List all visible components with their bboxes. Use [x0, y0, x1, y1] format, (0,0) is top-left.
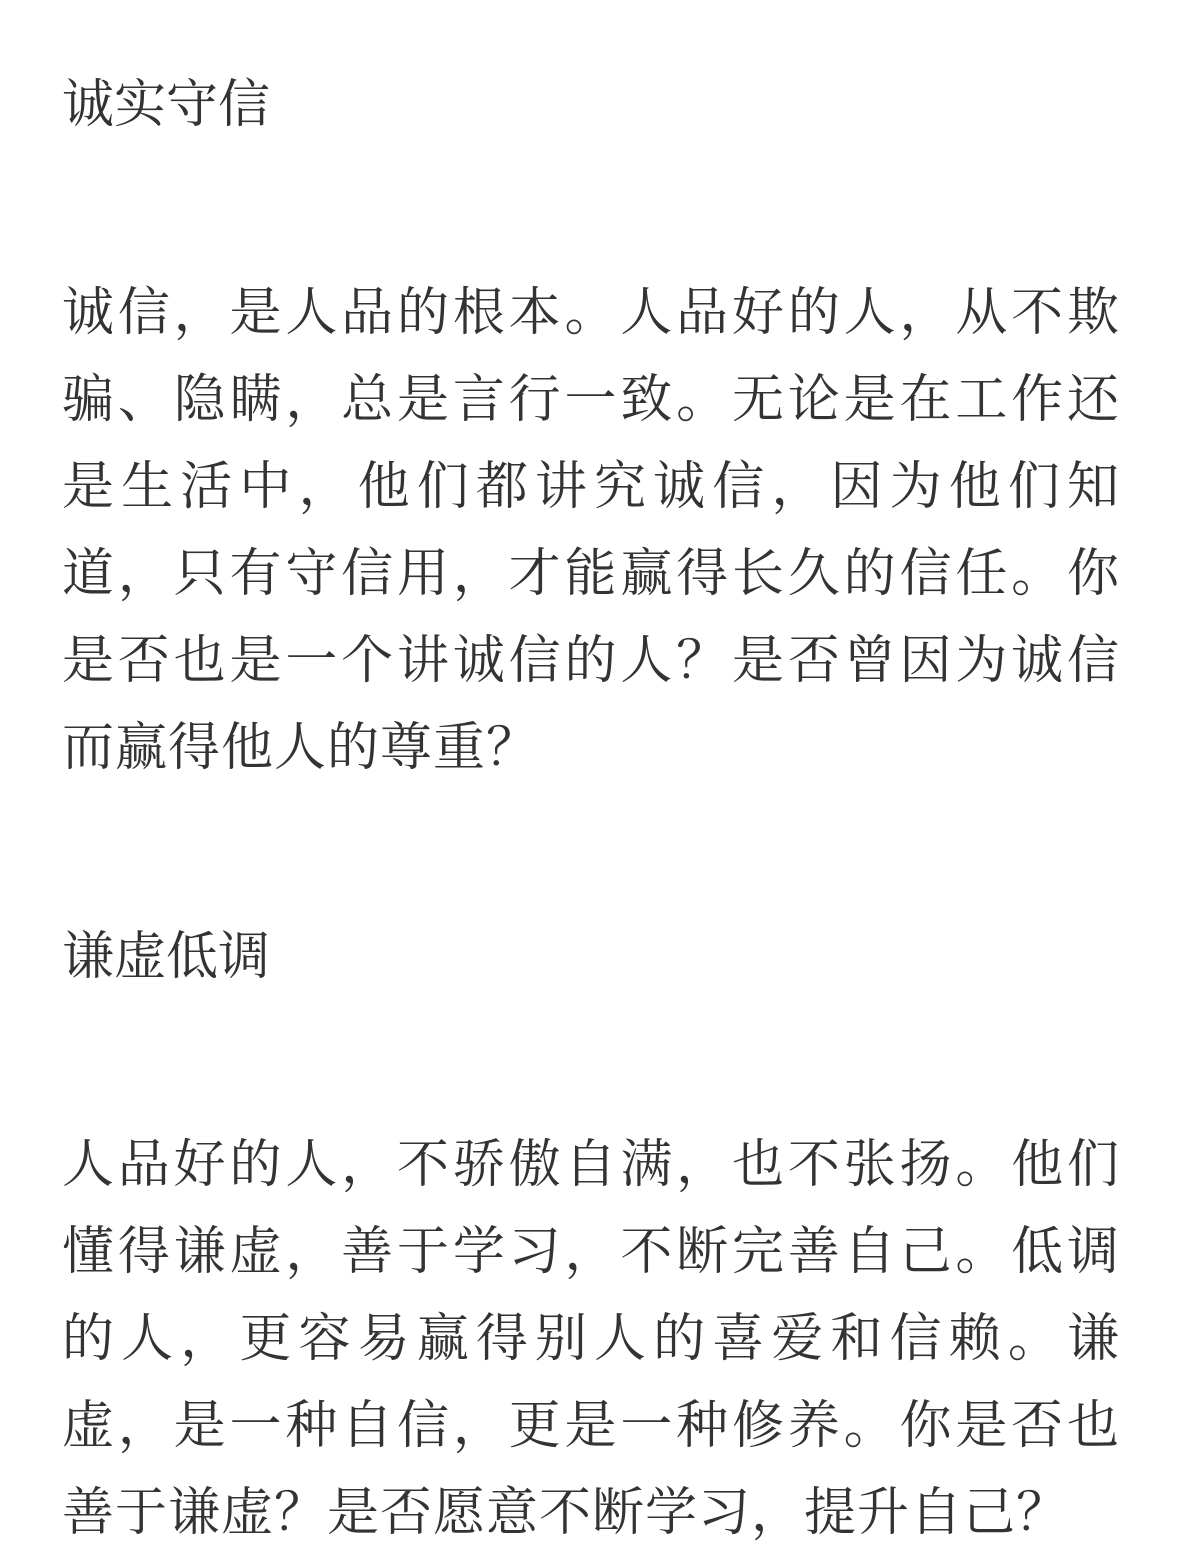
section-paragraph: 人品好的人，不骄傲自满，也不张扬。他们懂得谦虚，善于学习，不断完善自己。低调的人，更容易赢得别人的喜爱和信赖。谦虚，是一种自信，更是一种修养。你是否也善于谦虚？是否愿意不断学习，提升自己？ — [62, 1135, 1120, 1543]
section-paragraph: 诚信，是人品的根本。人品好的人，从不欺骗、隐瞒，总是言行一致。无论是在工作还是生活中，他们都讲究诚信，因为他们知道，只有守信用，才能赢得长久的信任。你是否也是一个讲诚信的人？是否曾因为诚信而赢得他人的尊重？ — [62, 283, 1120, 778]
section-heading: 谦虚低调 — [62, 927, 271, 987]
section-heading: 诚实守信 — [62, 75, 271, 135]
